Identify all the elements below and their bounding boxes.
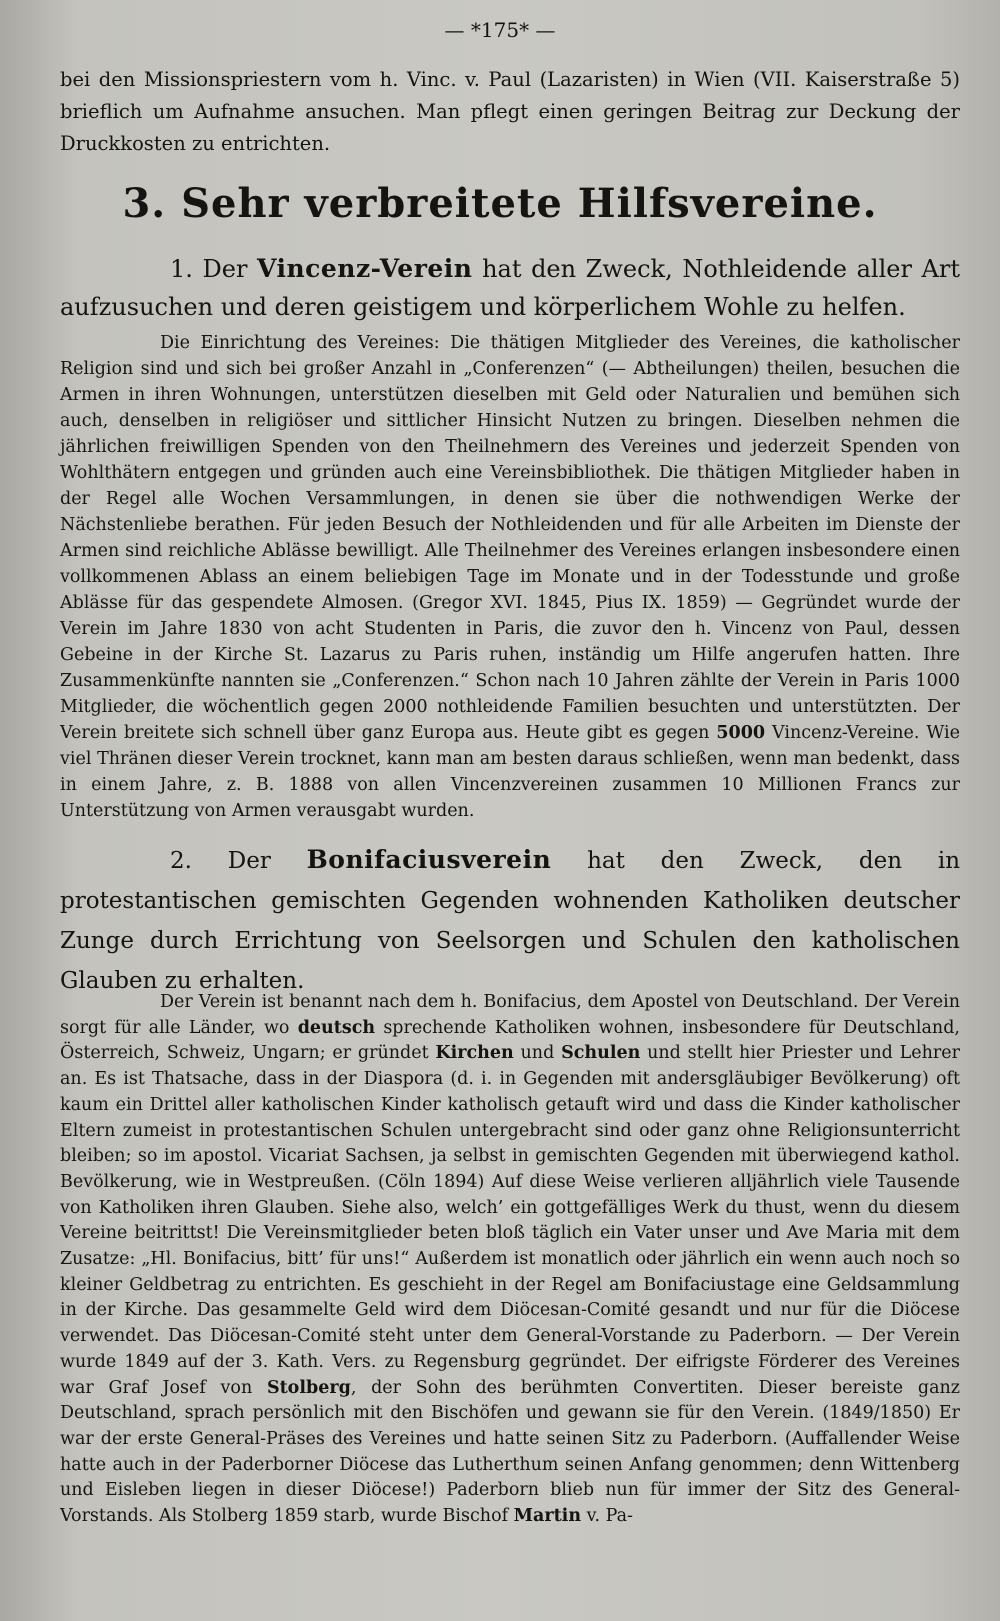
vincenz-body-prefix: Die Einrichtung des Vereines: Die thätigen Mitglieder des Vereines, die katholischer Religion sind und sich bei großer Anzahl in „Conferenzen“ (— Abtheilungen) theilen, besuchen die Armen in ihren Wohnungen, unterstützen dieselben mit Geld oder Naturalien und bemühen sich auch, denselben in religiöser und sittlicher Hinsicht Nutzen zu bringen. Dieselben nehmen die jährlichen freiwilligen Spenden von den Theilnehmern des Vereines und jederzeit Spenden von Wohlthätern entgegen und gründen auch eine Vereinsbibliothek. Die thätigen Mitglieder haben in der Regel alle Wochen Versammlungen, in denen sie über die nothwendigen Werke der Nächstenliebe berathen. Für jeden Besuch der Nothleidenden und für alle Arbeiten im Dienste der Armen sind reichliche Ablässe bewilligt. Alle Theilnehmer des Vereines erlangen insbesondere einen vollkommenen Ablass an einem beliebigen Tage im Monate und in der Todesstunde und große Ablässe für das gespendete Almosen. (Gregor XVI. 1845, Pius IX. 1859) — Gegründet wurde der Verein im Jahre 1830 von acht Studenten in Paris, die zuvor den h. Vincenz von Paul, dessen Gebeine in der Kirche St. Lazarus zu Paris ruhen, inständig um Hilfe angerufen hatten. Ihre Zusammenkünfte nannten sie „Conferenzen.“ Schon nach 10 Jahren zählte der Verein in Paris 1000 Mitglieder, die wöchentlich gegen 2000 nothleidende Familien besuchten und unterstützten. Der Verein breitete sich schnell über ganz Europa aus. Heute gibt es gegen — [60, 333, 960, 743]
vincenz-lead-suffix: hat den Zweck, Nothleidende aller Art aufzusuchen und deren geistigem und körperlichem Wohle zu helfen. — [60, 255, 960, 321]
bold-schulen: Schulen — [561, 1043, 641, 1064]
intro-paragraph: bei den Missionspriestern vom h. Vinc. v. Paul (Lazaristen) in Wien (VII. Kaiserstraße 5) brieflich um Aufnahme ansuchen. Man pflegt einen geringen Beitrag zur Deckung der Druckkosten zu entrichten. — [60, 68, 960, 155]
bonifacius-body-3: und — [520, 1043, 555, 1064]
section-heading: 3. Sehr verbreitete Hilfsvereine. — [122, 180, 878, 227]
bold-kirchen: Kirchen — [435, 1043, 514, 1064]
bonifacius-body-2: sprechende Katholiken wohnen, insbesondere für Deutschland, Österreich, Schweiz, Ungarn; er gründet — [60, 1017, 960, 1064]
bonifacius-body-5: , der Sohn des berühmten Convertiten. Dieser bereiste ganz Deutschland, sprach persönlich mit den Bischöfen und gewann sie für den Verein. (1849/1850) Er war der erste General-Präses des Vereines und hatte seinen Sitz zu Paderborn. (Auffallender Weise hatte auch in der Paderborner Diöcese das Lutherthum seinen Anfang genommen; denn Wittenberg und Eisleben liegen in dieser Diöcese!) Paderborn blieb nun für immer der Sitz des General-Vorstands. Als Stolberg 1859 starb, wurde Bischof — [60, 1377, 960, 1527]
bonifacius-body-6: v. Pa- — [586, 1506, 633, 1527]
vincenz-body-suffix: Vincenz-Vereine. Wie viel Thränen dieser Verein trocknet, kann man am besten daraus schließen, wenn man bedenkt, dass in einem Jahre, z. B. 1888 von allen Vincenzvereinen zusammen 10 Millionen Francs zur Unterstützung von Armen verausgabt wurden. — [60, 723, 960, 821]
vincenz-count: 5000 — [716, 723, 766, 743]
vincenz-lead-prefix: 1. Der — [170, 255, 248, 283]
vincenz-verein-name: Vincenz-Verein — [257, 254, 473, 283]
bonifacius-lead — [60, 840, 960, 1001]
bonifacius-body — [60, 990, 960, 1530]
bonifacius-lead-prefix: 2. Der — [170, 848, 271, 874]
page-number: — *175* — — [444, 18, 556, 42]
bonifacius-lead-suffix: hat den Zweck, den in protestantischen gemischten Gegenden wohnenden Katholiken deutscher Zunge durch Errichtung von Seelsorgen und Schulen den katholischen Glauben zu erhalten. — [60, 848, 961, 994]
vincenz-lead — [60, 250, 960, 326]
bold-deutsch: deutsch — [297, 1017, 376, 1038]
bonifacius-body-1: Der Verein ist benannt nach dem h. Bonifacius, dem Apostel von Deutschland. Der Verein sorgt für alle Länder, wo — [60, 992, 960, 1038]
bold-martin: Martin — [513, 1506, 582, 1527]
bold-stolberg: Stolberg — [266, 1377, 351, 1398]
bonifacius-body-4: und stellt hier Priester und Lehrer an. Es ist Thatsache, dass in der Diaspora (d. i. in Gegenden mit andersgläubiger Bevölkerung) oft kaum ein Drittel aller katholischen Kinder katholisch getauft wird und dass die Kinder katholischer Eltern zumeist in protestantischen Schulen untergebracht sind oder ganz ohne Religionsunterricht bleiben; so im apostol. Vicariat Sachsen, ja selbst in gemischten Gegenden mit überwiegend kathol. Bevölkerung, wie in Westpreußen. (Cöln 1894) Auf diese Weise verlieren alljährlich viele Tausende von Katholiken ihren Glauben. Siehe also, welch’ ein gottgefälliges Werk du thust, wenn du diesem Vereine beitrittst! Die Vereinsmitglieder beten bloß täglich ein Vater unser und Ave Maria mit dem Zusatze: „Hl. Bonifacius, bitt’ für uns!“ Außerdem ist monatlich oder jährlich ein wenn auch noch so kleiner Geldbetrag zu entrichten. Es geschieht in der Regel am Bonifaciustage eine Geldsammlung in der Kirche. Das gesammelte Geld wird dem Diöcesan-Comité gesandt und nur für die Diöcese verwendet. Das Diöcesan-Comité steht unter dem General-Vorstande zu Paderborn. — Der Verein wurde 1849 auf der 3. Kath. Vers. zu Regensburg gegründet. Der eifrigste Förderer des Vereines war Graf Josef von — [60, 1043, 960, 1398]
bonifacius-verein-name: Bonifaciusverein — [306, 845, 552, 874]
vincenz-body — [60, 330, 960, 824]
